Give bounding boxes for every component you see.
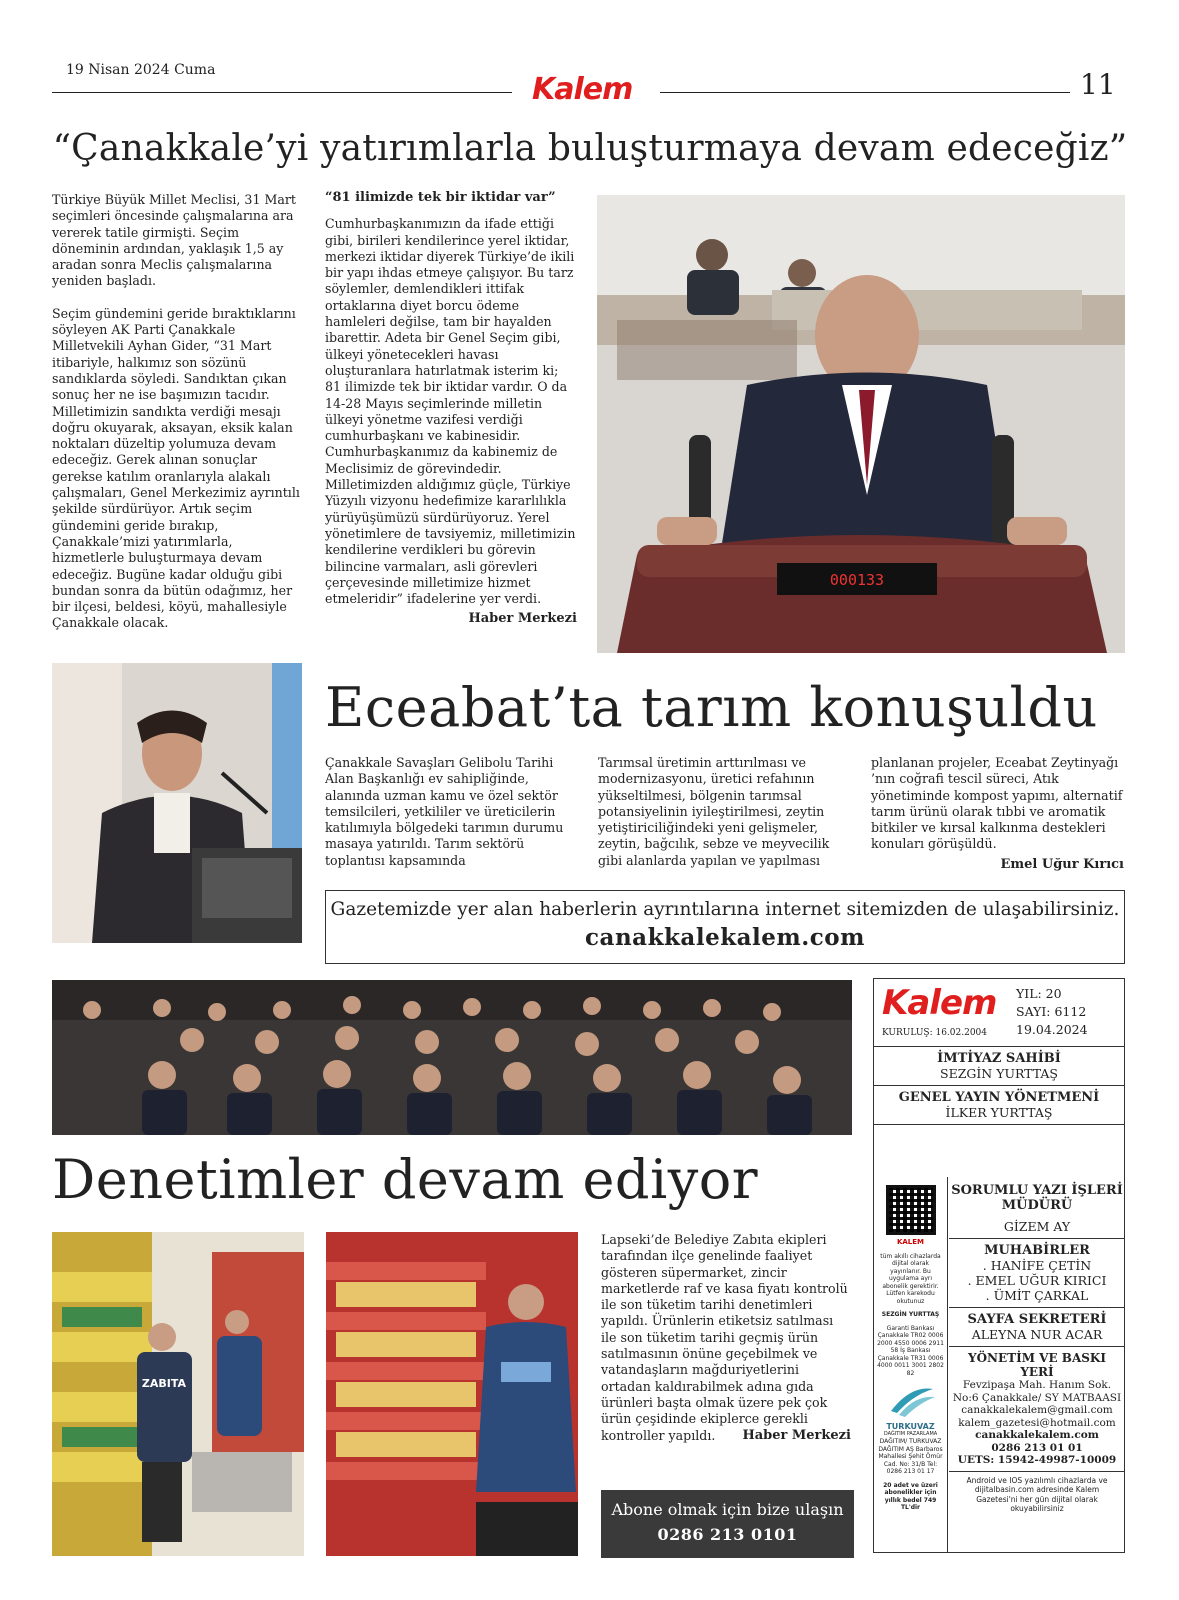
article2-paragraph: Tarımsal üretimin arttırılması ve modernizasyonu, üretici refahının yükseltilmesi, bölgenin tarımsal potansiyelinin iyileştirilmesi, zeytin yetiştiriciliğindeki yeni gelişmeler, zeytin, bağcılık, sebze ve meyvecilik gibi alanlarda yapılan ve yapılması	[598, 755, 830, 868]
speaker-woman-photo	[52, 663, 302, 943]
editor-name: İLKER YURTTAŞ	[945, 1105, 1053, 1120]
secretary-name: ALEYNA NUR ACAR	[971, 1327, 1103, 1342]
reporter-name: . ÜMİT ÇARKAL	[985, 1288, 1089, 1303]
sidebar-qr-text: tüm akıllı cihazlarda dijital olarak yayınlanır. Bu uygulama ayrı abonelik gerektirir. Lütfen karekodu okutunuz	[880, 1252, 941, 1305]
contact-email-1[interactable]: canakkalekalem@gmail.com	[961, 1404, 1113, 1416]
inspection-photo-2	[326, 1232, 578, 1556]
website-url[interactable]: canakkalekalem.com	[585, 924, 865, 951]
article1-paragraph: Cumhurbaşkanımızın da ifade ettiği gibi, birileri kendilerince yerel iktidar, merkezi iktidar diyerek Türkiye’de ikili bir yapı ihdas etmeye çalışıyor. Bu tarz söylemler, demlendikleri ittifak ortaklarına diyet borcu ödeme hamleleri değilse, tam bir hayalden ibarettir. Adeta bir Genel Seçim gibi, ülkeyi yönetecekleri havası oluşturanlara hatırlatmak isterim ki; 81 ilimizde tek bir iktidar vardır. O da 14-28 Mayıs seçimlerinde milletin ülkeyi yönetme vazifesi verdiği cumhurbaşkanı ve kabinesidir. Cumhurbaşkanımız da kabinemiz de Meclisimiz de görevindedir. Milletimizden aldığımız güçle, Türkiye Yüzyılı vizyonu hedefimize kararlılıkla yürüyüşümüzü sürdürüyoruz. Yerel yönetimlere de tavsiyemiz, milletimizin kendilerine verdikleri bu görevin bilincine varmaları, asli görevleri çerçevesinde milletimize hizmet etmeleridir” ifadelerine yer verdi.	[325, 216, 576, 607]
sidebar-distribution: DAĞITIM/ TURKUVAZ DAĞITIM AŞ Barbaros Mahallesi Şehit Ömür Cad. No: 31/B Tel: 0286 213 01 17	[878, 1438, 943, 1475]
issue-date: 19 Nisan 2024 Cuma	[66, 62, 216, 78]
managing-editor-title: SORUMLU YAZI İŞLERİ MÜDÜRÜ	[951, 1183, 1123, 1213]
page-number: 11	[1080, 68, 1116, 101]
turkuvaz-sub: DAĞITIM PAZARLAMA	[883, 1430, 938, 1437]
reporters-title: MUHABİRLER	[984, 1243, 1090, 1258]
masthead-managing-editor	[949, 1177, 1125, 1239]
masthead-address	[949, 1347, 1125, 1472]
newspaper-logo: Kalem	[532, 72, 633, 107]
article2-column-2	[598, 755, 838, 869]
masthead-issue-number: SAYI: 6112	[1016, 1004, 1087, 1019]
subscription-text: Abone olmak için bize ulaşın	[611, 1500, 844, 1519]
masthead-page-secretary	[949, 1308, 1125, 1347]
article2-paragraph: Çanakkale Savaşları Gelibolu Tarihi Alan Başkanlığı ev sahipliğinde, alanında uzman kamu ve özel sektör temsilcileri, yetkililer ve üreticilerin katılımıyla bölgedeki tarımın durumu masaya yatırıldı. Tarım sektörü toplantısı kapsamında	[325, 755, 564, 868]
article2-paragraph: planlanan projeler, Eceabat Zeytinyağı ’nın coğrafi tescil süreci, Atık yönetiminde kompost yapımı, alternatif tarım ürünü olarak tıbbi ve aromatik bitkiler ve kırsal kalkınma destekleri konuları görüşüldü.	[871, 755, 1123, 852]
masthead-editor-in-chief	[874, 1086, 1124, 1125]
group-photo	[52, 980, 852, 1135]
sidebar-bank-info: Garanti Bankası Çanakkale TR02 0006 2000 4550 0006 2911 58 İş Bankası Çanakkale TR31 0006 4000 0011 3001 2802 82	[877, 1324, 944, 1377]
masthead-logo: Kalem	[882, 983, 997, 1023]
reporter-name: . EMEL UĞUR KIRICI	[967, 1273, 1107, 1288]
turkuvaz-name: TURKUVAZ	[886, 1422, 935, 1431]
qr-code-icon[interactable]	[886, 1185, 936, 1235]
masthead-date: 19.04.2024	[1016, 1022, 1088, 1037]
reporter-name: . HANİFE ÇETİN	[982, 1258, 1092, 1273]
editor-title: GENEL YAYIN YÖNETMENİ	[898, 1090, 1100, 1105]
header-rule-left	[52, 92, 512, 93]
article1-column-2	[325, 190, 577, 628]
masthead-owner	[874, 1047, 1124, 1086]
masthead-reporters	[949, 1239, 1125, 1308]
article3-byline: Haber Merkezi	[742, 1427, 851, 1443]
sidebar-kalem: KALEM	[896, 1238, 925, 1246]
article1-paragraph: Seçim gündemini geride bıraktıklarını söyleyen AK Parti Çanakkale Milletvekili Ayhan Gider, “31 Mart itibariyle, halkımız son sözünü sandıklarda söyledi. Sandıktan çıkan sonuç her ne ise başımızın tacıdır. Milletimizin sandıkta verdiği mesajı doğru okuyarak, aksayan, eksik kalan noktaları düzeltip yolumuza devam edeceğiz. Gerek alınan sonuçlar gerekse katılım oranlarıyla alakalı çalışmaları, Genel Merkezimiz ayrıntılı şekilde sürdürüyor. Artık seçim gündemini geride bırakıp, Çanakkale’mizi yatırımlarla, hizmetlerle buluşturmaya devam edeceğiz. Bugüne kadar olduğu gibi bundan sonra da bütün odağımız, her bir ilçesi, beldesi, köyü, mahallesiyle Çanakkale olacak.	[52, 305, 300, 631]
masthead-staff-top	[874, 1047, 1124, 1125]
masthead-sidebar	[874, 1177, 948, 1553]
website-notice-box	[325, 890, 1125, 964]
sidebar-owner: SEZGİN YURTTAŞ	[881, 1311, 940, 1318]
article1-paragraph: Türkiye Büyük Millet Meclisi, 31 Mart seçimleri öncesinde çalışmalarına ara vererek tatile girmişti. Seçim döneminin ardından, yaklaşık 1,5 ay aradan sonra Meclis çalışmalarına yeniden başladı.	[52, 192, 296, 289]
digital-notice: Android ve IOS yazılımlı cihazlarda ve dijitalbasin.com adresinde Kalem Gazetesi'ni her gün dijital olarak okuyabilirsiniz	[966, 1475, 1108, 1513]
article1-column-1	[52, 192, 302, 632]
article1-byline: Haber Merkezi	[468, 611, 577, 627]
turkuvaz-logo-icon	[883, 1381, 939, 1421]
speech-counter: 000133	[829, 571, 885, 589]
masthead-issue-info	[1016, 985, 1088, 1039]
address-text: Fevzipaşa Mah. Hanım Sok. No:6 Çanakkale/ SY MATBAASI	[952, 1379, 1122, 1404]
masthead-staff	[949, 1177, 1125, 1514]
article3-column	[601, 1232, 851, 1444]
contact-website[interactable]: canakkalekalem.com	[975, 1429, 1099, 1441]
zabita-vest-label: ZABITA	[141, 1377, 187, 1390]
subscription-phone[interactable]: 0286 213 0101	[657, 1525, 798, 1544]
header-rule-right	[660, 92, 1070, 93]
website-notice-text: Gazetemizde yer alan haberlerin ayrıntılarına internet sitemizden de ulaşabilirsiniz.	[330, 899, 1120, 920]
article2-column-1	[325, 755, 573, 869]
article2-headline: Eceabat’ta tarım konuşuldu	[325, 676, 1098, 739]
article2-byline: Emel Uğur Kırıcı	[1000, 856, 1124, 872]
sidebar-subscription: 20 adet ve üzeri abonelikler için yıllık bedel 749 TL'dir	[883, 1481, 938, 1511]
address-title: YÖNETİM VE BASKI YERİ	[968, 1351, 1106, 1379]
owner-title: İMTİYAZ SAHİBİ	[937, 1051, 1061, 1066]
secretary-title: SAYFA SEKRETERİ	[967, 1312, 1107, 1327]
masthead-top	[874, 979, 1124, 1047]
article2-column-3	[871, 755, 1124, 873]
article1-headline: “Çanakkale’yi yatırımlarla buluşturmaya devam edeceğiz”	[52, 128, 1128, 169]
article3-paragraph: Lapseki’de Belediye Zabıta ekipleri tarafından ilçe genelinde faaliyet gösteren süpermarket, zincir marketlerde raf ve kasa fiyatı kontrolü ile son tüketim tarihi denetimleri yapıldı. Ürünlerin etiketsiz satılması ile son tüketim tarihi geçmiş ürün satılmasının önüne geçebilmek ve vatandaşların mağduriyetlerini ortadan kaldırabilmek adına gıda ürünleri başta olmak üzere pek çok ürün çeşidinde ekiplerce gerekli kontroller yapıldı.	[601, 1232, 848, 1443]
subscription-box	[601, 1490, 854, 1558]
masthead-box	[873, 978, 1125, 1553]
masthead-year: YIL: 20	[1016, 986, 1062, 1001]
inspection-photo-1	[52, 1232, 304, 1556]
speaker-photo	[597, 195, 1125, 653]
owner-name: SEZGİN YURTTAŞ	[940, 1066, 1058, 1081]
contact-uets: UETS: 15942-49987-10009	[957, 1454, 1117, 1466]
masthead-founded: KURULUŞ: 16.02.2004	[882, 1028, 988, 1038]
contact-email-2[interactable]: kalem_gazetesi@hotmail.com	[958, 1416, 1116, 1429]
managing-editor-name: GİZEM AY	[1003, 1219, 1071, 1234]
contact-phone: 0286 213 01 01	[991, 1441, 1083, 1454]
article3-headline: Denetimler devam ediyor	[52, 1148, 759, 1211]
article1-subheading: “81 ilimizde tek bir iktidar var”	[325, 190, 556, 205]
